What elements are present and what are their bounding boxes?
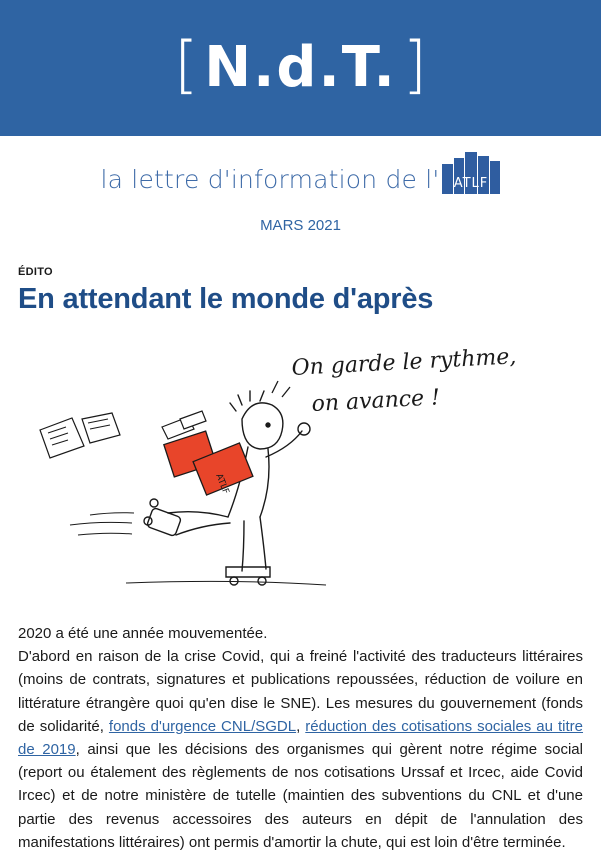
book-label: ATLF: [213, 472, 231, 496]
article-lead: 2020 a été une année mouvementée.: [18, 625, 268, 642]
edito-article: [18, 622, 583, 854]
logo-open-bracket: [: [174, 28, 199, 101]
running-translator-drawing: [30, 345, 550, 590]
logo-mark: N.d.T.: [204, 35, 397, 100]
atlf-books-logo: [442, 152, 501, 194]
article-paragraph: [18, 645, 583, 854]
link-fonds-urgence[interactable]: fonds d'urgence CNL/SGDL: [108, 717, 297, 735]
issue-date: MARS 2021: [260, 217, 341, 234]
ndt-logo: [174, 28, 427, 101]
atlf-logo-word: ATLF: [453, 176, 489, 191]
paragraph-text-3: , ainsi que les décisions des organismes qui gèrent notre régime social (report ou étalement des règlements de nos cotisations Urssaf et Ircec, aide Covid Ircec) et de notre ministère de tutelle (maintien des subventions du CNL et d'une partie des revenus accessoires des auteurs en dépit de l'annulation des manifestations littéraires) ont permis d'amortir la chute, qui est loin d'être terminée.: [18, 741, 583, 851]
paragraph-text-2: ,: [296, 717, 306, 735]
logo-close-bracket: ]: [402, 28, 427, 101]
link-reduction-cotisations[interactable]: réduction des cotisations sociales au titre de 2019: [18, 717, 584, 759]
flying-paper-icon: [40, 413, 120, 458]
tagline-text: la lettre d'information de l': [100, 165, 440, 194]
caption-line-1: On garde le rythme,: [291, 345, 517, 381]
newsletter-tagline: [0, 152, 601, 194]
section-label: ÉDITO: [18, 266, 53, 278]
edito-illustration: [30, 345, 550, 590]
masthead-banner: [0, 0, 601, 136]
caption-line-2: on avance !: [311, 385, 441, 417]
article-headline: En attendant le monde d'après: [18, 283, 434, 315]
paragraph-text-1: D'abord en raison de la crise Covid, qui a freiné l'activité des traducteurs littéraires (moins de contrats, signatures et publications repoussées, réduction de voilure en littérature étrangère quoi qu'en dise le SNE). Les mesures du gouvernement (fonds de solidarité,: [18, 648, 583, 735]
